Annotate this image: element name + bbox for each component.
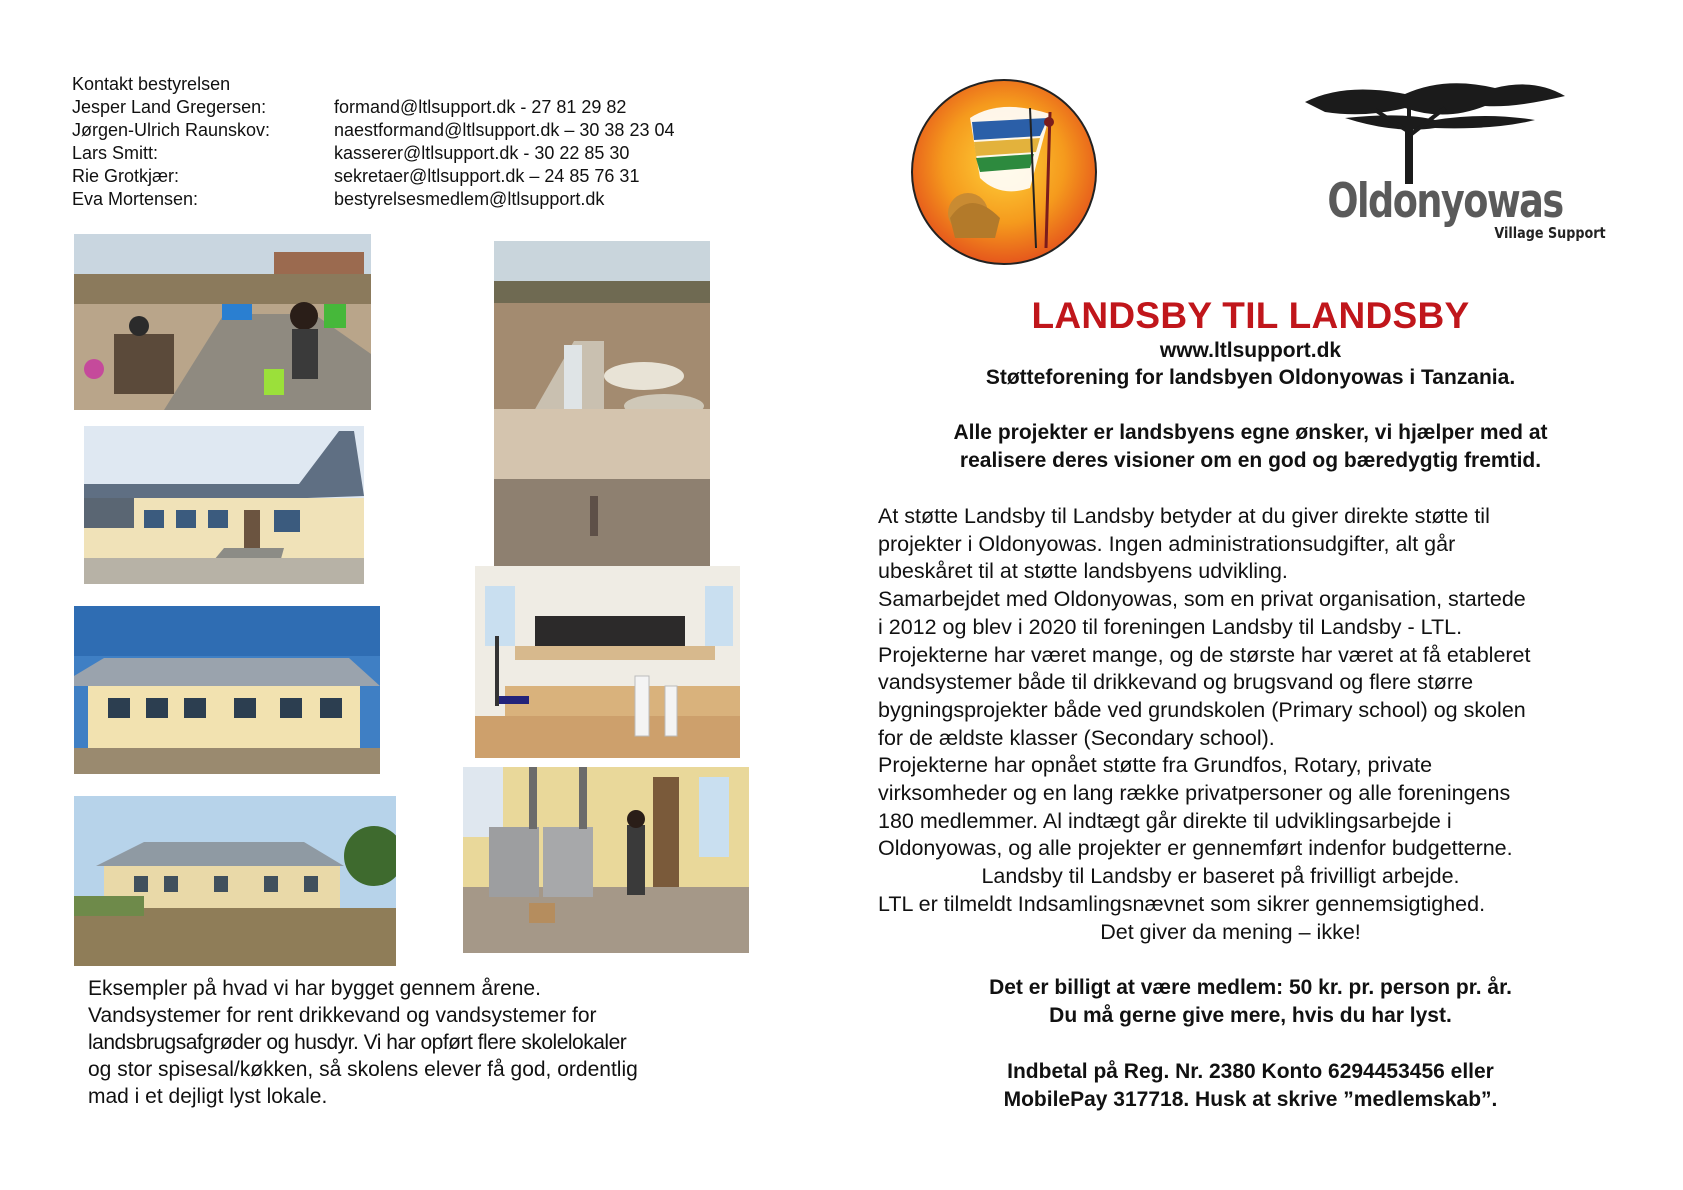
vision-statement [878, 419, 1623, 475]
body-line: projekter i Oldonyowas. Ingen administrationsudgifter, alt går [878, 531, 1456, 556]
registration-note: LTL er tilmeldt Indsamlingsnævnet som sikrer gennemsigtighed. [878, 891, 1486, 916]
body-line: ubeskåret til at støtte landsbyens udvikling. [878, 559, 1288, 584]
photo-water-well [74, 234, 371, 410]
caption-line: mad i et dejligt lyst lokale. [88, 1085, 328, 1108]
photo-science-lab [475, 566, 740, 758]
contact-name: Jørgen-Ulrich Raunskov: [72, 120, 271, 140]
caption-line: Vandsystemer for rent drikkevand og vandsystemer for [88, 1004, 597, 1027]
caption-line: Eksempler på hvad vi har bygget gennem årene. [88, 977, 541, 1000]
oldonyowas-logo [1285, 72, 1625, 252]
contacts-heading: Kontakt bestyrelsen [72, 74, 231, 94]
payment-info [878, 1058, 1623, 1114]
contact-name: Jesper Land Gregersen: [72, 97, 267, 117]
ltl-circle-logo [910, 78, 1098, 266]
contact-details: formand@ltlsupport.dk - 27 81 29 82 [334, 97, 627, 117]
closing-remark: Det giver da mening – ikke! [1100, 919, 1361, 944]
contact-details: sekretaer@ltlsupport.dk – 24 85 76 31 [334, 166, 640, 186]
body-line: i 2012 og blev i 2020 til foreningen Landsby til Landsby - LTL. [878, 614, 1463, 639]
subtitle: Støtteforening for landsbyen Oldonyowas i Tanzania. [985, 366, 1516, 389]
contact-row [72, 142, 675, 165]
vision-line: realisere deres visioner om en god og bæredygtig fremtid. [959, 449, 1542, 472]
body-line: bygningsprojekter både ved grundskolen (Primary school) og skolen [878, 697, 1526, 722]
photo-kitchen [463, 767, 749, 953]
body-line: 180 medlemmer. Al indtægt går direkte til udviklingsarbejde i [878, 808, 1452, 833]
body-line: Oldonyowas, og alle projekter er gennemført indenfor budgetterne. [878, 836, 1513, 861]
body-text [878, 503, 1623, 946]
contact-name: Lars Smitt: [72, 143, 159, 163]
body-line: for de ældste klasser (Secondary school). [878, 725, 1275, 750]
photo-school-building-1 [84, 426, 364, 584]
body-line: At støtte Landsby til Landsby betyder at du giver direkte støtte til [878, 504, 1490, 528]
caption-line: landsbrugsafgrøder og husdyr. Vi har opført flere skolelokaler [88, 1031, 627, 1054]
contact-row [72, 96, 675, 119]
contact-name: Rie Grotkjær: [72, 166, 180, 186]
body-line: virksomheder og en lang række privatpersoner og alle foreningens [878, 781, 1511, 806]
body-line: vandsystemer både til drikkevand og brugsvand og flere større [878, 670, 1474, 695]
contact-row [72, 165, 675, 188]
logo-wordmark: Oldonyowas [1327, 174, 1563, 229]
info-column [878, 295, 1623, 1114]
board-contacts [72, 73, 675, 211]
membership-line: Du må gerne give mere, hvis du har lyst. [1049, 1004, 1452, 1028]
membership-info [878, 974, 1623, 1030]
contact-details: bestyrelsesmedlem@ltlsupport.dk [334, 189, 605, 209]
contact-row [72, 188, 675, 211]
payment-line: Indbetal på Reg. Nr. 2380 Konto 6294453456 eller [1007, 1060, 1494, 1084]
body-line: Projekterne har været mange, og de største har været at få etableret [878, 642, 1531, 667]
body-line: Samarbejdet med Oldonyowas, som en privat organisation, startede [878, 587, 1526, 612]
caption-line: og stor spisesal/køkken, så skolens elever få god, ordentlig [88, 1058, 638, 1081]
body-line: Projekterne har opnået støtte fra Grundfos, Rotary, private [878, 753, 1433, 778]
photo-school-building-2 [74, 606, 380, 774]
contact-name: Eva Mortensen: [72, 189, 199, 209]
vision-line: Alle projekter er landsbyens egne ønsker, vi hjælper med at [953, 421, 1548, 444]
photo-dining-hall [74, 796, 396, 966]
payment-line: MobilePay 317718. Husk at skrive ”medlemskab”. [1003, 1088, 1498, 1112]
page-title: LANDSBY TIL LANDSBY [1031, 295, 1470, 336]
volunteer-note: Landsby til Landsby er baseret på frivilligt arbejde. [981, 864, 1460, 889]
membership-line: Det er billigt at være medlem: 50 kr. pr. person pr. år. [989, 976, 1512, 1000]
contact-row [72, 119, 675, 142]
contact-details: kasserer@ltlsupport.dk - 30 22 85 30 [334, 143, 630, 163]
photo-caption [88, 975, 738, 1110]
contact-details: naestformand@ltlsupport.dk – 30 38 23 04 [334, 120, 675, 140]
website-link[interactable]: www.ltlsupport.dk [1159, 339, 1342, 362]
photo-livestock-trough [494, 241, 710, 571]
logo-tagline: Village Support [1494, 224, 1606, 242]
